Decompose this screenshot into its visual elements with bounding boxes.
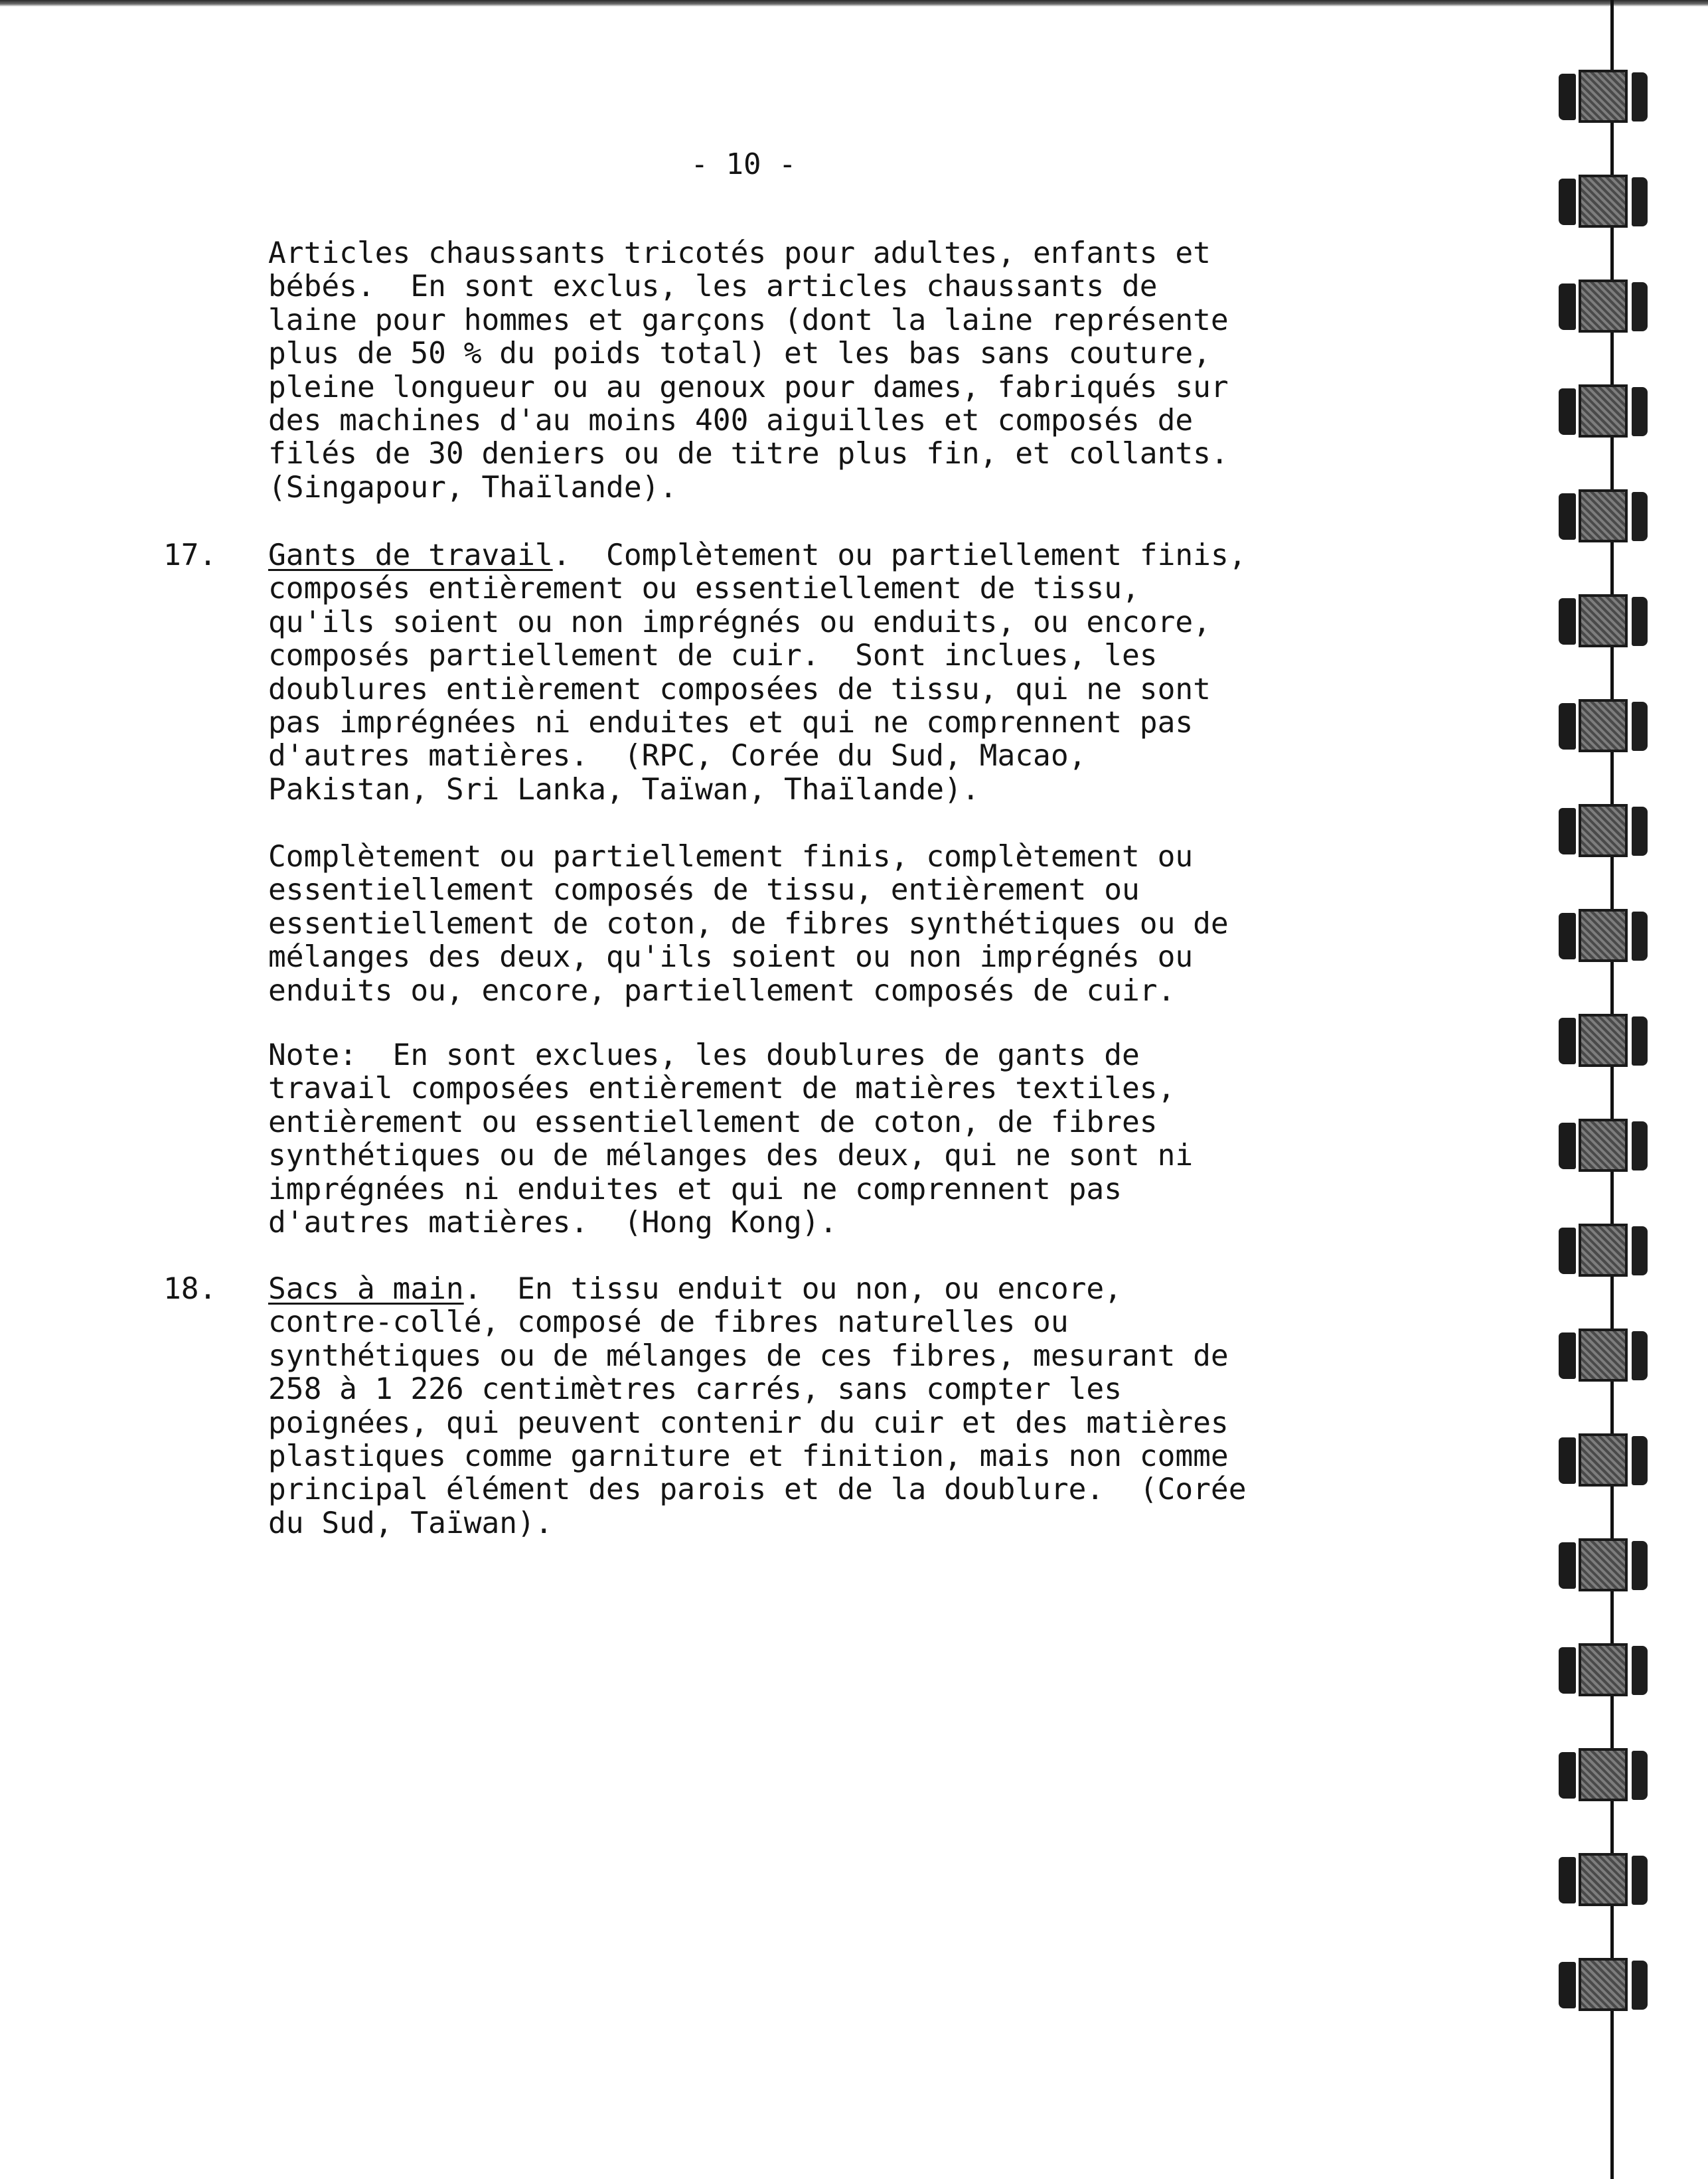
item-18-line: plastiques comme garniture et finition, mais non comme: [268, 1439, 1229, 1473]
binding-ring-part: [1559, 1018, 1576, 1064]
binding-ring-icon: [1559, 1748, 1656, 1801]
binding-ring-part: [1579, 175, 1628, 228]
binding-ring-part: [1579, 489, 1628, 542]
binding-ring-part: [1559, 1332, 1576, 1379]
binding-ring-part: [1559, 179, 1576, 225]
item-17-note-line: travail composées entièrement de matières textiles,: [268, 1072, 1176, 1106]
item-17-body: [268, 539, 1410, 807]
binding-ring-icon: [1559, 280, 1656, 333]
item-18-line: du Sud, Taïwan).: [268, 1506, 553, 1540]
item-17-line: qu'ils soient ou non imprégnés ou enduits, ou encore,: [268, 605, 1211, 639]
binding-ring-part: [1559, 598, 1576, 645]
binding-ring-part: [1632, 597, 1648, 646]
binding-ring-part: [1579, 594, 1628, 647]
binding-ring-part: [1559, 74, 1576, 120]
binding-ring-part: [1632, 72, 1648, 121]
item-18-first-line: [268, 1273, 1410, 1306]
intro-line: Articles chaussants tricotés pour adultes, enfants et: [268, 236, 1211, 270]
binding-ring-icon: [1559, 1853, 1656, 1906]
binding-ring-part: [1559, 1437, 1576, 1484]
item-17-paragraph-2: [268, 841, 1410, 1008]
item-17-paragraph-2-line: Complètement ou partiellement finis, complètement ou: [268, 840, 1194, 874]
binding-ring-part: [1632, 177, 1648, 226]
binding-ring-part: [1579, 1748, 1628, 1801]
item-17-paragraph-2-line: essentiellement composés de tissu, entièrement ou: [268, 873, 1140, 908]
item-18-lines: [268, 1306, 1410, 1540]
item-17-note-line: d'autres matières. (Hong Kong).: [268, 1205, 838, 1240]
binding-ring-part: [1579, 1853, 1628, 1906]
intro-line: bébés. En sont exclus, les articles chaussants de: [268, 270, 1158, 304]
binding-ring-part: [1559, 1123, 1576, 1169]
binding-ring-part: [1632, 1751, 1648, 1800]
binding-ring-part: [1579, 699, 1628, 752]
binding-ring-part: [1632, 1541, 1648, 1590]
binding-ring-part: [1559, 913, 1576, 959]
binding-ring-part: [1559, 493, 1576, 540]
binding-ring-part: [1579, 1538, 1628, 1591]
binding-ring-icon: [1559, 1329, 1656, 1382]
binding-ring-part: [1559, 388, 1576, 435]
item-17-heading: Gants de travail: [268, 538, 553, 572]
item-18-heading: Sacs à main: [268, 1272, 464, 1306]
binding-ring-part: [1559, 703, 1576, 750]
intro-line: (Singapour, Thaïlande).: [268, 470, 678, 505]
binding-ring-icon: [1559, 1433, 1656, 1487]
binding-ring-part: [1632, 1226, 1648, 1275]
binding-ring-icon: [1559, 70, 1656, 123]
binding-ring-icon: [1559, 175, 1656, 228]
item-18-first-line-rest: . En tissu enduit ou non, ou encore,: [463, 1272, 1122, 1306]
binding-ring-part: [1559, 1857, 1576, 1903]
binding-ring-part: [1579, 1643, 1628, 1696]
binding-ring-part: [1632, 1646, 1648, 1695]
binding-ring-icon: [1559, 1119, 1656, 1172]
binding-ring-icon: [1559, 1224, 1656, 1277]
binding-ring-part: [1632, 1436, 1648, 1485]
binding-ring-icon: [1559, 699, 1656, 752]
binding-ring-icon: [1559, 909, 1656, 962]
binding-ring-part: [1579, 280, 1628, 333]
binding-ring-part: [1559, 1962, 1576, 2008]
item-17-note-line: synthétiques ou de mélanges des deux, qui ne sont ni: [268, 1139, 1194, 1173]
binding-ring-part: [1632, 702, 1648, 751]
intro-line: filés de 30 deniers ou de titre plus fin, et collants.: [268, 437, 1229, 471]
item-17-note-line: entièrement ou essentiellement de coton, de fibres: [268, 1105, 1158, 1139]
item-17-note-line: Note: En sont exclues, les doublures de gants de: [268, 1038, 1140, 1072]
binding-ring-icon: [1559, 1643, 1656, 1696]
item-17-paragraph-2-line: essentiellement de coton, de fibres synthétiques ou de: [268, 906, 1229, 941]
binding-ring-part: [1559, 283, 1576, 330]
binding-ring-icon: [1559, 594, 1656, 647]
item-17-line: pas imprégnées ni enduites et qui ne comprennent pas: [268, 705, 1194, 740]
binding-ring-part: [1632, 492, 1648, 541]
binding-ring-part: [1579, 804, 1628, 857]
intro-line: des machines d'au moins 400 aiguilles et composés de: [268, 403, 1194, 438]
item-17-first-line: [268, 539, 1410, 572]
item-17-line: d'autres matières. (RPC, Corée du Sud, Macao,: [268, 739, 1087, 773]
page-number: - 10 -: [690, 147, 797, 181]
binding-ring-icon: [1559, 1958, 1656, 2011]
item-18-line: contre-collé, composé de fibres naturelles ou: [268, 1305, 1069, 1340]
binding-ring-part: [1579, 1119, 1628, 1172]
binding-ring-part: [1579, 1329, 1628, 1382]
item-18-body: [268, 1273, 1410, 1540]
binding-ring-part: [1632, 912, 1648, 961]
item-17-line: Pakistan, Sri Lanka, Taïwan, Thaïlande).: [268, 772, 980, 807]
binding-ring-part: [1632, 1961, 1648, 2010]
binding-ring-part: [1632, 807, 1648, 856]
scan-top-edge: [0, 0, 1708, 7]
binding-ring-part: [1579, 909, 1628, 962]
binding-ring-part: [1579, 70, 1628, 123]
binding-ring-part: [1579, 1224, 1628, 1277]
item-17-paragraph-2-line: enduits ou, encore, partiellement composés de cuir.: [268, 973, 1176, 1008]
item-17-number: 17.: [163, 538, 217, 572]
binding-ring-part: [1632, 1856, 1648, 1905]
item-17-first-line-rest: . Complètement ou partiellement finis,: [552, 538, 1247, 572]
binding-ring-part: [1632, 1331, 1648, 1380]
item-18-line: poignées, qui peuvent contenir du cuir et des matières: [268, 1406, 1229, 1440]
item-18-line: 258 à 1 226 centimètres carrés, sans compter les: [268, 1372, 1122, 1407]
intro-paragraph: [268, 237, 1410, 505]
item-18-line: principal élément des parois et de la doublure. (Corée: [268, 1473, 1247, 1507]
binding-ring-part: [1632, 387, 1648, 436]
intro-line: laine pour hommes et garçons (dont la laine représente: [268, 303, 1229, 337]
binding-ring-part: [1579, 384, 1628, 438]
item-17-line: composés entièrement ou essentiellement de tissu,: [268, 572, 1140, 606]
binding-ring-part: [1559, 1228, 1576, 1274]
item-17-line: composés partiellement de cuir. Sont inclues, les: [268, 639, 1158, 673]
binding-ring-part: [1632, 1121, 1648, 1170]
binding-ring-part: [1579, 1014, 1628, 1067]
intro-line: pleine longueur ou au genoux pour dames, fabriqués sur: [268, 370, 1229, 404]
binding-ring-part: [1579, 1958, 1628, 2011]
item-17-line: doublures entièrement composées de tissu, qui ne sont: [268, 672, 1211, 706]
item-18-line: synthétiques ou de mélanges de ces fibres, mesurant de: [268, 1338, 1229, 1373]
binding-ring-icon: [1559, 489, 1656, 542]
binding-ring-icon: [1559, 1014, 1656, 1067]
item-17-paragraph-2-line: mélanges des deux, qu'ils soient ou non imprégnés ou: [268, 940, 1194, 975]
binding-ring-part: [1559, 1647, 1576, 1694]
item-18-number: 18.: [163, 1272, 217, 1306]
binding-ring-icon: [1559, 804, 1656, 857]
binding-ring-part: [1559, 1542, 1576, 1589]
binding-ring-icon: [1559, 384, 1656, 438]
binding-ring-icon: [1559, 1538, 1656, 1591]
binding-ring-part: [1632, 1016, 1648, 1066]
intro-line: plus de 50 % du poids total) et les bas sans couture,: [268, 337, 1211, 371]
item-17-note: [268, 1039, 1410, 1240]
item-17-note-line: imprégnées ni enduites et qui ne comprennent pas: [268, 1172, 1122, 1206]
binding-ring-part: [1559, 1752, 1576, 1799]
binding-ring-part: [1579, 1433, 1628, 1487]
binding-ring-part: [1559, 808, 1576, 854]
item-17-lines: [268, 572, 1410, 807]
binding-ring-part: [1632, 282, 1648, 331]
